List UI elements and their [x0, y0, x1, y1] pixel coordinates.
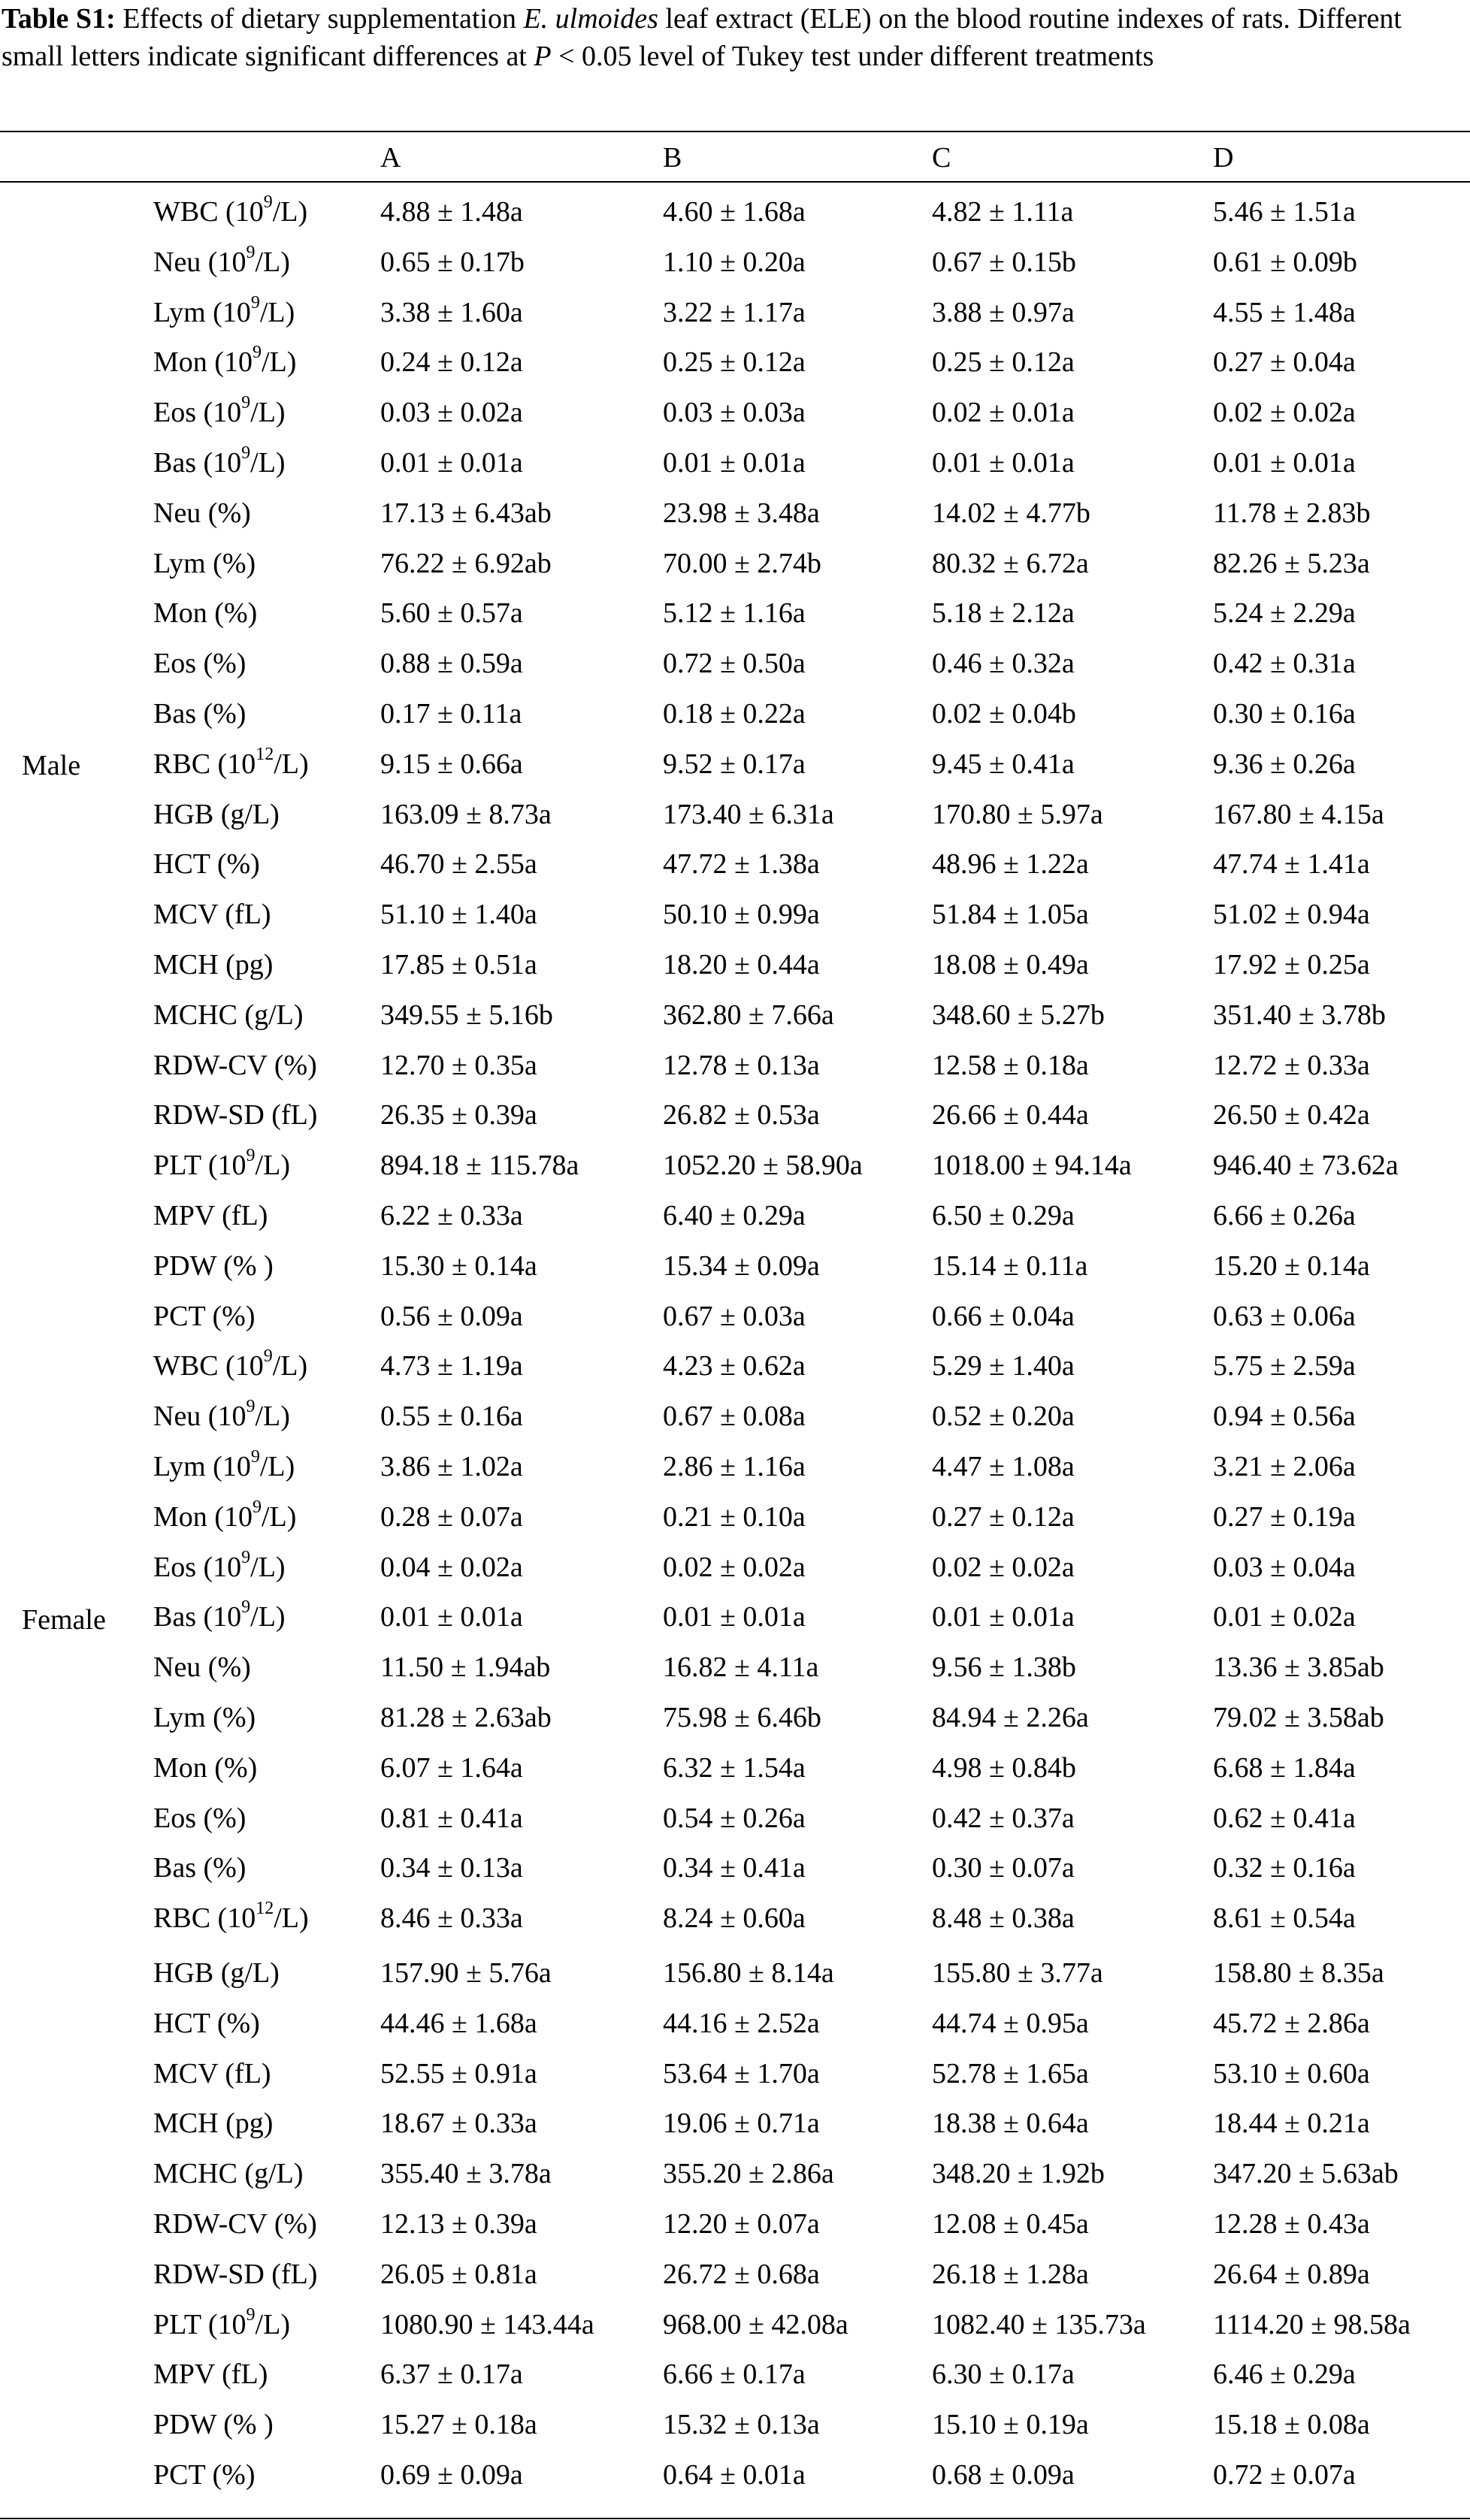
row-value-cell: 51.02 ± 0.94a: [1213, 899, 1370, 931]
row-value-cell: 0.03 ± 0.02a: [380, 397, 523, 429]
row-value-cell: 47.74 ± 1.41a: [1213, 848, 1370, 881]
table-row: [0, 1398, 1470, 1434]
row-value-cell: 5.46 ± 1.51a: [1213, 196, 1356, 228]
row-value-cell: 0.03 ± 0.03a: [663, 397, 806, 429]
row-value-cell: 0.65 ± 0.17b: [380, 246, 525, 278]
row-parameter-label: PDW (% ): [153, 2409, 274, 2441]
row-value-cell: 0.27 ± 0.12a: [932, 1500, 1075, 1533]
row-parameter-label: Neu $(10^9/L)$: [153, 1397, 290, 1433]
row-value-cell: 1114.20 ± 98.58a: [1213, 2308, 1411, 2340]
row-value-cell: 6.22 ± 0.33a: [380, 1200, 523, 1231]
row-value-cell: 6.46 ± 0.29a: [1213, 2358, 1356, 2391]
row-value-cell: 6.66 ± 0.26a: [1213, 1200, 1356, 1231]
table-row: [0, 1147, 1470, 1183]
row-value-cell: 3.88 ± 0.97a: [932, 296, 1075, 328]
row-value-cell: 4.55 ± 1.48a: [1213, 296, 1356, 328]
row-value-cell: 70.00 ± 2.74b: [663, 547, 821, 579]
row-value-cell: 5.60 ± 0.57a: [380, 597, 523, 630]
row-value-cell: 79.02 ± 3.58ab: [1213, 1702, 1384, 1733]
row-value-cell: 0.04 ± 0.02a: [380, 1551, 523, 1583]
table-row: [0, 896, 1470, 932]
row-value-cell: 44.46 ± 1.68a: [380, 2007, 537, 2039]
row-value-cell: 170.80 ± 5.97a: [932, 798, 1103, 830]
row-value-cell: 3.22 ± 1.17a: [663, 296, 806, 328]
row-parameter-label: Mon $(10^9/L)$: [153, 1497, 297, 1533]
row-value-cell: 0.54 ± 0.26a: [663, 1802, 806, 1834]
row-value-cell: 156.80 ± 8.14a: [663, 1957, 834, 1989]
row-value-cell: 5.12 ± 1.16a: [663, 597, 806, 630]
table-row: [0, 997, 1470, 1033]
table-row: [0, 1649, 1470, 1685]
row-parameter-label: Bas (%): [153, 1852, 247, 1884]
row-value-cell: 18.44 ± 0.21a: [1213, 2108, 1370, 2140]
row-value-cell: 17.13 ± 6.43ab: [380, 497, 552, 529]
row-value-cell: 52.78 ± 1.65a: [932, 2057, 1089, 2089]
row-parameter-label: Eos $(10^9/L)$: [153, 393, 286, 429]
table-row: [0, 1198, 1470, 1234]
row-parameter-label: Eos $(10^9/L)$: [153, 1547, 286, 1583]
row-value-cell: 1052.20 ± 58.90a: [663, 1150, 863, 1182]
row-parameter-label: Mon $(10^9/L)$: [153, 343, 297, 379]
table-row: [0, 1750, 1470, 1786]
row-value-cell: 0.81 ± 0.41a: [380, 1802, 523, 1834]
row-parameter-label: Neu (%): [153, 497, 251, 529]
row-value-cell: 0.94 ± 0.56a: [1213, 1401, 1356, 1433]
table-row: [0, 394, 1470, 431]
caption-species: E. ulmoides: [523, 3, 658, 35]
row-value-cell: 348.60 ± 5.27b: [932, 999, 1105, 1031]
header-rule: [0, 181, 1470, 183]
row-value-cell: 347.20 ± 5.63ab: [1213, 2158, 1399, 2190]
table-caption: [2, 0, 1468, 75]
row-parameter-label: PLT $(10^9/L)$: [153, 1146, 290, 1182]
row-value-cell: 3.38 ± 1.60a: [380, 296, 523, 328]
column-header-c: C: [932, 142, 951, 174]
row-value-cell: 4.23 ± 0.62a: [663, 1350, 806, 1382]
row-value-cell: 3.21 ± 2.06a: [1213, 1451, 1356, 1482]
row-value-cell: 155.80 ± 3.77a: [932, 1957, 1103, 1989]
row-value-cell: 0.17 ± 0.11a: [380, 698, 522, 730]
row-value-cell: 8.46 ± 0.33a: [380, 1902, 523, 1935]
table-row: [0, 1700, 1470, 1736]
row-value-cell: 19.06 ± 0.71a: [663, 2108, 820, 2140]
table-row: [0, 2156, 1470, 2192]
row-parameter-label: WBC $(10^9/L)$: [153, 192, 308, 228]
row-value-cell: 9.45 ± 0.41a: [932, 748, 1075, 780]
table-row: [0, 292, 1470, 331]
table-row: [0, 1499, 1470, 1535]
row-value-cell: 15.18 ± 0.08a: [1213, 2409, 1370, 2441]
table-row: [0, 696, 1470, 732]
table-row: [0, 1348, 1470, 1384]
row-parameter-label: WBC $(10^9/L)$: [153, 1346, 308, 1382]
column-header-b: B: [663, 142, 682, 174]
row-value-cell: 6.30 ± 0.17a: [932, 2358, 1075, 2391]
row-value-cell: 0.55 ± 0.16a: [380, 1401, 523, 1433]
caption-text-3: < 0.05 level of Tukey test under different treatments: [551, 41, 1154, 72]
row-value-cell: 0.67 ± 0.08a: [663, 1401, 806, 1433]
table-row: [0, 595, 1470, 631]
row-value-cell: 15.30 ± 0.14a: [380, 1249, 537, 1282]
row-parameter-label: Mon (%): [153, 597, 258, 630]
row-value-cell: 5.18 ± 2.12a: [932, 597, 1075, 630]
row-value-cell: 0.01 ± 0.01a: [663, 447, 806, 479]
row-value-cell: 12.72 ± 0.33a: [1213, 1049, 1370, 1081]
row-parameter-label: RDW-SD (fL): [153, 2258, 318, 2290]
row-value-cell: 6.50 ± 0.29a: [932, 1200, 1075, 1231]
row-value-cell: 1018.00 ± 94.14a: [932, 1150, 1132, 1182]
table-row: [0, 796, 1470, 832]
row-value-cell: 18.20 ± 0.44a: [663, 949, 820, 981]
row-value-cell: 80.32 ± 6.72a: [932, 547, 1089, 579]
row-value-cell: 84.94 ± 2.26a: [932, 1702, 1089, 1733]
table-row: [0, 445, 1470, 481]
row-value-cell: 0.01 ± 0.01a: [932, 1601, 1075, 1633]
row-value-cell: 26.50 ± 0.42a: [1213, 1099, 1370, 1132]
row-value-cell: 52.55 ± 0.91a: [380, 2057, 537, 2089]
row-value-cell: 0.62 ± 0.41a: [1213, 1802, 1356, 1834]
row-value-cell: 6.68 ± 1.84a: [1213, 1751, 1356, 1784]
row-value-cell: 53.10 ± 0.60a: [1213, 2057, 1370, 2089]
row-value-cell: 0.30 ± 0.07a: [932, 1852, 1075, 1884]
row-parameter-label: RBC $(10^{12}/L)$: [153, 744, 309, 780]
table-row: [0, 2407, 1470, 2443]
row-value-cell: 12.58 ± 0.18a: [932, 1049, 1089, 1081]
row-value-cell: 0.69 ± 0.09a: [380, 2459, 523, 2491]
row-value-cell: 82.26 ± 5.23a: [1213, 547, 1370, 579]
row-value-cell: 15.10 ± 0.19a: [932, 2409, 1089, 2441]
table-row: [0, 947, 1470, 983]
row-value-cell: 0.42 ± 0.37a: [932, 1802, 1075, 1834]
row-value-cell: 26.35 ± 0.39a: [380, 1099, 537, 1132]
row-parameter-label: Mon (%): [153, 1751, 258, 1784]
row-value-cell: 0.01 ± 0.01a: [932, 447, 1075, 479]
table-row: [0, 2056, 1470, 2092]
row-value-cell: 75.98 ± 6.46b: [663, 1702, 821, 1733]
table-row: [0, 1850, 1470, 1886]
row-parameter-label: Lym $(10^9/L)$: [153, 1447, 295, 1482]
row-value-cell: 6.66 ± 0.17a: [663, 2358, 806, 2391]
row-value-cell: 48.96 ± 1.22a: [932, 848, 1089, 881]
row-value-cell: 1082.40 ± 135.73a: [932, 2308, 1146, 2340]
row-value-cell: 0.72 ± 0.07a: [1213, 2459, 1356, 2491]
row-value-cell: 4.98 ± 0.84b: [932, 1751, 1076, 1784]
table-row: [0, 1449, 1470, 1485]
row-value-cell: 26.18 ± 1.28a: [932, 2258, 1089, 2290]
row-value-cell: 0.46 ± 0.32a: [932, 648, 1075, 680]
table-row: [0, 1549, 1470, 1585]
row-value-cell: 15.20 ± 0.14a: [1213, 1249, 1370, 1282]
group-label-female: Female: [22, 1604, 106, 1636]
row-value-cell: 0.34 ± 0.13a: [380, 1852, 523, 1884]
row-value-cell: 0.01 ± 0.01a: [663, 1601, 806, 1633]
table-row: [0, 344, 1470, 380]
table-row: [0, 2206, 1470, 2242]
row-value-cell: 3.86 ± 1.02a: [380, 1451, 523, 1482]
row-value-cell: 0.02 ± 0.02a: [663, 1551, 806, 1583]
row-parameter-label: Neu (%): [153, 1651, 251, 1684]
row-value-cell: 0.34 ± 0.41a: [663, 1852, 806, 1884]
row-value-cell: 81.28 ± 2.63ab: [380, 1702, 552, 1733]
row-value-cell: 51.10 ± 1.40a: [380, 899, 537, 931]
row-value-cell: 0.72 ± 0.50a: [663, 648, 806, 680]
row-parameter-label: Eos (%): [153, 648, 247, 680]
row-value-cell: 0.64 ± 0.01a: [663, 2459, 806, 2491]
row-value-cell: 0.27 ± 0.04a: [1213, 346, 1356, 379]
row-value-cell: 0.42 ± 0.31a: [1213, 648, 1356, 680]
row-value-cell: 362.80 ± 7.66a: [663, 999, 834, 1031]
row-value-cell: 0.66 ± 0.04a: [932, 1300, 1075, 1332]
row-value-cell: 8.24 ± 0.60a: [663, 1902, 806, 1935]
bottom-rule: [0, 2518, 1470, 2519]
table-row: [0, 1097, 1470, 1133]
row-value-cell: 6.07 ± 1.64a: [380, 1751, 523, 1784]
row-value-cell: 15.32 ± 0.13a: [663, 2409, 820, 2441]
table-row: [0, 1047, 1470, 1083]
row-value-cell: 15.27 ± 0.18a: [380, 2409, 537, 2441]
row-value-cell: 351.40 ± 3.78b: [1213, 999, 1386, 1031]
row-value-cell: 0.02 ± 0.04b: [932, 698, 1076, 730]
row-value-cell: 348.20 ± 1.92b: [932, 2158, 1105, 2190]
table-row: [0, 1955, 1470, 1991]
row-parameter-label: HCT (%): [153, 848, 260, 881]
row-value-cell: 4.47 ± 1.08a: [932, 1451, 1075, 1482]
table-row: [0, 645, 1470, 681]
row-value-cell: 45.72 ± 2.86a: [1213, 2007, 1370, 2039]
row-parameter-label: RDW-CV (%): [153, 1049, 317, 1081]
row-value-cell: 0.02 ± 0.01a: [932, 397, 1075, 429]
row-parameter-label: MCHC (g/L): [153, 2158, 304, 2190]
table-row: [0, 1298, 1470, 1334]
row-value-cell: 9.56 ± 1.38b: [932, 1651, 1076, 1684]
table-row: [0, 495, 1470, 531]
row-value-cell: 4.82 ± 1.11a: [932, 196, 1074, 228]
row-value-cell: 0.61 ± 0.09b: [1213, 246, 1357, 278]
row-value-cell: 46.70 ± 2.55a: [380, 848, 537, 881]
row-parameter-label: RDW-CV (%): [153, 2208, 317, 2240]
row-value-cell: 50.10 ± 0.99a: [663, 899, 820, 931]
row-parameter-label: MCV (fL): [153, 899, 271, 931]
row-parameter-label: PCT (%): [153, 1300, 256, 1332]
row-parameter-label: Lym (%): [153, 1702, 256, 1733]
row-value-cell: 26.72 ± 0.68a: [663, 2258, 820, 2290]
row-parameter-label: Bas (%): [153, 698, 247, 730]
row-value-cell: 0.67 ± 0.03a: [663, 1300, 806, 1332]
table-row: [0, 2356, 1470, 2392]
row-value-cell: 6.37 ± 0.17a: [380, 2358, 523, 2391]
row-value-cell: 355.20 ± 2.86a: [663, 2158, 834, 2190]
table-row: [0, 846, 1470, 882]
row-value-cell: 0.18 ± 0.22a: [663, 698, 806, 730]
caption-text-1: Effects of dietary supplementation: [115, 3, 524, 35]
row-value-cell: 53.64 ± 1.70a: [663, 2057, 820, 2089]
column-header-a: A: [380, 142, 401, 174]
row-value-cell: 23.98 ± 3.48a: [663, 497, 820, 529]
row-value-cell: 15.34 ± 0.09a: [663, 1249, 820, 1282]
row-value-cell: 1080.90 ± 143.44a: [380, 2308, 594, 2340]
row-value-cell: 0.68 ± 0.09a: [932, 2459, 1075, 2491]
row-value-cell: 158.80 ± 8.35a: [1213, 1957, 1384, 1989]
row-value-cell: 16.82 ± 4.11a: [663, 1651, 819, 1684]
row-value-cell: 12.13 ± 0.39a: [380, 2208, 537, 2240]
row-value-cell: 76.22 ± 6.92ab: [380, 547, 552, 579]
row-value-cell: 17.92 ± 0.25a: [1213, 949, 1370, 981]
row-value-cell: 0.01 ± 0.02a: [1213, 1601, 1356, 1633]
row-value-cell: 0.01 ± 0.01a: [380, 1601, 523, 1633]
row-value-cell: 355.40 ± 3.78a: [380, 2158, 552, 2190]
column-header-d: D: [1213, 142, 1234, 174]
row-value-cell: 4.73 ± 1.19a: [380, 1350, 523, 1382]
caption-p-symbol: P: [534, 41, 552, 72]
row-value-cell: 26.64 ± 0.89a: [1213, 2258, 1370, 2290]
row-value-cell: 26.05 ± 0.81a: [380, 2258, 537, 2290]
row-parameter-label: PCT (%): [153, 2459, 256, 2491]
table-row: [0, 2105, 1470, 2141]
row-parameter-label: Eos (%): [153, 1802, 247, 1834]
row-value-cell: 0.27 ± 0.19a: [1213, 1500, 1356, 1533]
table-row: [0, 1599, 1470, 1635]
row-value-cell: 12.70 ± 0.35a: [380, 1049, 537, 1081]
row-value-cell: 0.67 ± 0.15b: [932, 246, 1076, 278]
row-value-cell: 0.88 ± 0.59a: [380, 648, 523, 680]
row-value-cell: 12.28 ± 0.43a: [1213, 2208, 1370, 2240]
row-value-cell: 0.24 ± 0.12a: [380, 346, 523, 379]
row-value-cell: 0.21 ± 0.10a: [663, 1500, 806, 1533]
row-value-cell: 9.15 ± 0.66a: [380, 748, 523, 780]
row-value-cell: 0.01 ± 0.01a: [380, 447, 523, 479]
row-value-cell: 6.32 ± 1.54a: [663, 1751, 806, 1784]
row-value-cell: 6.40 ± 0.29a: [663, 1200, 806, 1231]
row-value-cell: 11.50 ± 1.94ab: [380, 1651, 551, 1684]
row-parameter-label: Neu $(10^9/L)$: [153, 242, 290, 278]
row-value-cell: 946.40 ± 73.62a: [1213, 1150, 1399, 1182]
row-parameter-label: MCH (pg): [153, 2108, 274, 2140]
row-value-cell: 0.56 ± 0.09a: [380, 1300, 523, 1332]
table-row: [0, 2005, 1470, 2041]
row-value-cell: 8.61 ± 0.54a: [1213, 1902, 1356, 1935]
row-parameter-label: MPV (fL): [153, 1200, 268, 1231]
row-value-cell: 11.78 ± 2.83b: [1213, 497, 1371, 529]
row-value-cell: 1.10 ± 0.20a: [663, 246, 806, 278]
row-value-cell: 44.16 ± 2.52a: [663, 2007, 820, 2039]
row-value-cell: 9.36 ± 0.26a: [1213, 748, 1356, 780]
row-parameter-label: Lym $(10^9/L)$: [153, 292, 295, 328]
row-value-cell: 9.52 ± 0.17a: [663, 748, 806, 780]
row-value-cell: 0.01 ± 0.01a: [1213, 447, 1356, 479]
table-row: [0, 244, 1470, 280]
table-row: [0, 2256, 1470, 2292]
row-value-cell: 18.38 ± 0.64a: [932, 2108, 1089, 2140]
table-row: [0, 1248, 1470, 1284]
row-value-cell: 12.08 ± 0.45a: [932, 2208, 1089, 2240]
row-value-cell: 0.25 ± 0.12a: [663, 346, 806, 379]
row-value-cell: 12.20 ± 0.07a: [663, 2208, 820, 2240]
row-value-cell: 0.30 ± 0.16a: [1213, 698, 1356, 730]
table-row: [0, 2304, 1470, 2343]
row-value-cell: 5.75 ± 2.59a: [1213, 1350, 1356, 1382]
row-parameter-label: Bas $(10^9/L)$: [153, 443, 286, 479]
row-value-cell: 17.85 ± 0.51a: [380, 949, 537, 981]
row-value-cell: 5.24 ± 2.29a: [1213, 597, 1356, 630]
row-value-cell: 26.82 ± 0.53a: [663, 1099, 820, 1132]
row-value-cell: 18.67 ± 0.33a: [380, 2108, 537, 2140]
row-value-cell: 5.29 ± 1.40a: [932, 1350, 1075, 1382]
row-value-cell: 167.80 ± 4.15a: [1213, 798, 1384, 830]
row-value-cell: 8.48 ± 0.38a: [932, 1902, 1075, 1935]
row-parameter-label: HGB (g/L): [153, 798, 280, 830]
row-value-cell: 18.08 ± 0.49a: [932, 949, 1089, 981]
row-value-cell: 12.78 ± 0.13a: [663, 1049, 820, 1081]
row-value-cell: 0.52 ± 0.20a: [932, 1401, 1075, 1433]
top-rule: [0, 131, 1470, 132]
table-row: [0, 545, 1470, 582]
row-value-cell: 894.18 ± 115.78a: [380, 1150, 579, 1182]
table-row: [0, 2457, 1470, 2493]
row-parameter-label: MCV (fL): [153, 2057, 271, 2089]
table-row: [0, 746, 1470, 782]
row-value-cell: 13.36 ± 3.85ab: [1213, 1651, 1384, 1684]
row-value-cell: 0.02 ± 0.02a: [1213, 397, 1356, 429]
row-value-cell: 44.74 ± 0.95a: [932, 2007, 1089, 2039]
row-value-cell: 0.02 ± 0.02a: [932, 1551, 1075, 1583]
row-value-cell: 15.14 ± 0.11a: [932, 1249, 1088, 1282]
row-value-cell: 47.72 ± 1.38a: [663, 848, 820, 881]
row-value-cell: 4.88 ± 1.48a: [380, 196, 523, 228]
row-value-cell: 4.60 ± 1.68a: [663, 196, 806, 228]
table-row: [0, 1900, 1470, 1936]
row-value-cell: 0.28 ± 0.07a: [380, 1500, 523, 1533]
row-value-cell: 163.09 ± 8.73a: [380, 798, 552, 830]
row-parameter-label: MPV (fL): [153, 2358, 268, 2391]
row-parameter-label: Bas $(10^9/L)$: [153, 1597, 286, 1633]
row-value-cell: 968.00 ± 42.08a: [663, 2308, 848, 2340]
table-row: [0, 194, 1470, 230]
row-value-cell: 51.84 ± 1.05a: [932, 899, 1089, 931]
row-value-cell: 173.40 ± 6.31a: [663, 798, 834, 830]
table-row: [0, 1800, 1470, 1836]
row-value-cell: 0.63 ± 0.06a: [1213, 1300, 1356, 1332]
row-parameter-label: RBC $(10^{12}/L)$: [153, 1899, 309, 1935]
row-parameter-label: PLT $(10^9/L)$: [153, 2304, 290, 2340]
row-parameter-label: HCT (%): [153, 2007, 260, 2039]
row-value-cell: 14.02 ± 4.77b: [932, 497, 1090, 529]
row-value-cell: 157.90 ± 5.76a: [380, 1957, 552, 1989]
row-parameter-label: HGB (g/L): [153, 1957, 280, 1989]
row-parameter-label: MCH (pg): [153, 949, 274, 981]
caption-text-2: leaf extract (ELE) on the blood routine indexes of rats. Different small letters indicate significant differences at: [2, 3, 1402, 72]
row-parameter-label: MCHC (g/L): [153, 999, 304, 1031]
caption-label: Table S1:: [2, 3, 116, 35]
row-parameter-label: Lym (%): [153, 547, 256, 579]
row-value-cell: 0.32 ± 0.16a: [1213, 1852, 1356, 1884]
row-value-cell: 0.03 ± 0.04a: [1213, 1551, 1356, 1583]
group-label-male: Male: [22, 750, 81, 781]
row-value-cell: 26.66 ± 0.44a: [932, 1099, 1089, 1132]
row-parameter-label: PDW (% ): [153, 1249, 274, 1282]
row-value-cell: 0.25 ± 0.12a: [932, 346, 1075, 379]
row-value-cell: 2.86 ± 1.16a: [663, 1451, 806, 1482]
row-parameter-label: RDW-SD (fL): [153, 1099, 318, 1132]
row-value-cell: 349.55 ± 5.16b: [380, 999, 553, 1031]
